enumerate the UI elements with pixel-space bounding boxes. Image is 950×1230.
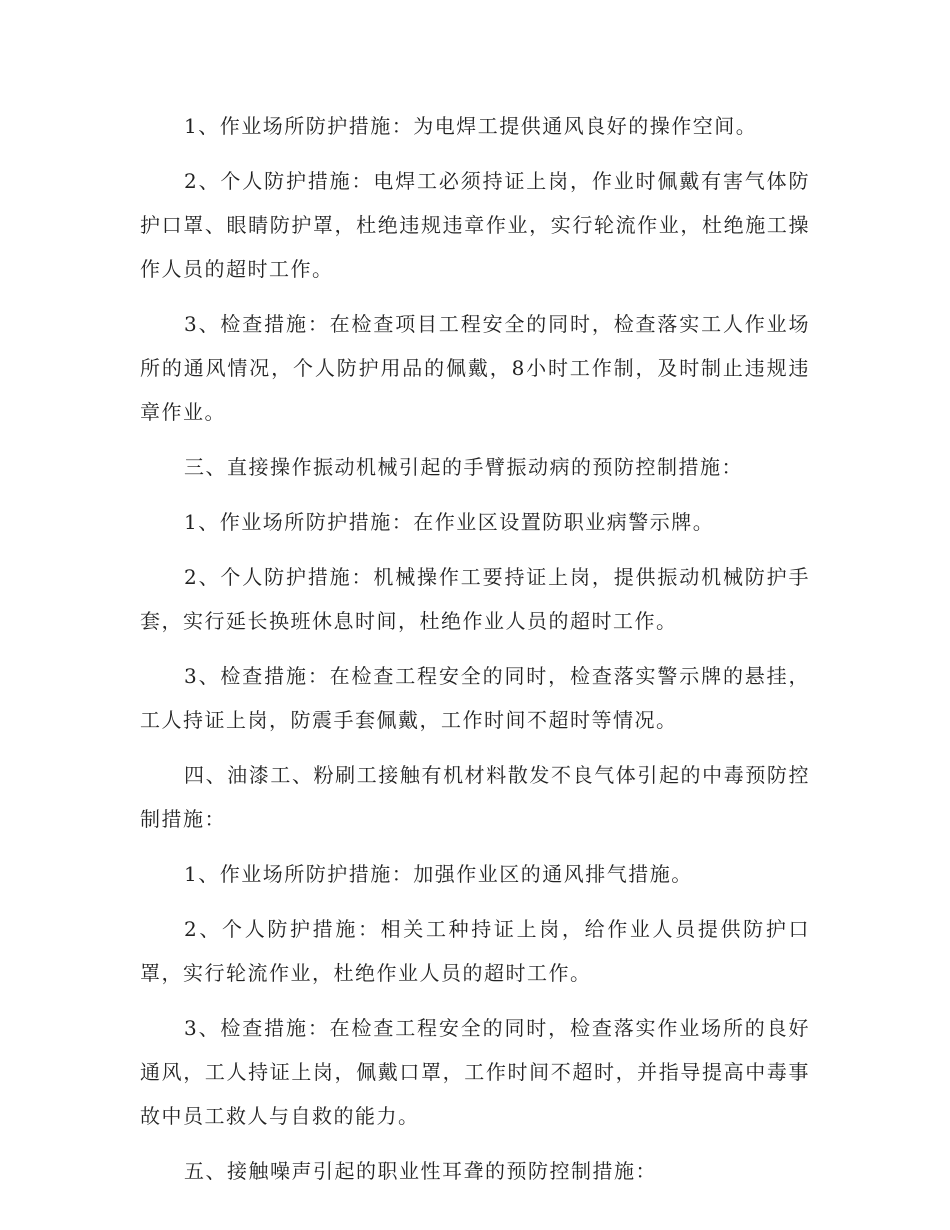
paragraph-workplace-protection-welding: 1、作业场所防护措施：为电焊工提供通风良好的操作空间。 (184, 114, 758, 138)
section-heading-hand-arm-vibration: 三、直接操作振动机械引起的手臂振动病的预防控制措施： (184, 455, 743, 479)
document-body (140, 104, 810, 1204)
paragraph-inspection-welding: 3、检查措施：在检查项目工程安全的同时，检查落实工人作业场所的通风情况，个人防护用品的佩戴，8小时工作制，及时制止违规违章作业。 (140, 312, 810, 424)
paragraph-inspection-vibration: 3、检查措施：在检查工程安全的同时，检查落实警示牌的悬挂，工人持证上岗，防震手套佩戴，工作时间不超时等情况。 (140, 664, 810, 732)
section-heading-noise-deafness: 五、接触噪声引起的职业性耳聋的预防控制措施： (184, 1159, 657, 1183)
paragraph-personal-protection-painting: 2、个人防护措施：相关工种持证上岗，给作业人员提供防护口罩，实行轮流作业，杜绝作业人员的超时工作。 (140, 917, 810, 985)
paragraph-workplace-protection-painting: 1、作业场所防护措施：加强作业区的通风排气措施。 (184, 862, 693, 886)
paragraph-inspection-painting: 3、检查措施：在检查工程安全的同时，检查落实作业场所的良好通风，工人持证上岗，佩戴口罩，工作时间不超时，并指导提高中毒事故中员工救人与自救的能力。 (140, 1016, 810, 1128)
paragraph-workplace-protection-vibration: 1、作业场所防护措施：在作业区设置防职业病警示牌。 (184, 510, 715, 534)
section-heading-poisoning-prevention: 四、油漆工、粉刷工接触有机材料散发不良气体引起的中毒预防控制措施： (140, 763, 810, 831)
paragraph-personal-protection-welding: 2、个人防护措施：电焊工必须持证上岗，作业时佩戴有害气体防护口罩、眼睛防护罩，杜绝违规违章作业，实行轮流作业，杜绝施工操作人员的超时工作。 (140, 169, 810, 281)
paragraph-personal-protection-vibration: 2、个人防护措施：机械操作工要持证上岗，提供振动机械防护手套，实行延长换班休息时间，杜绝作业人员的超时工作。 (140, 565, 810, 633)
